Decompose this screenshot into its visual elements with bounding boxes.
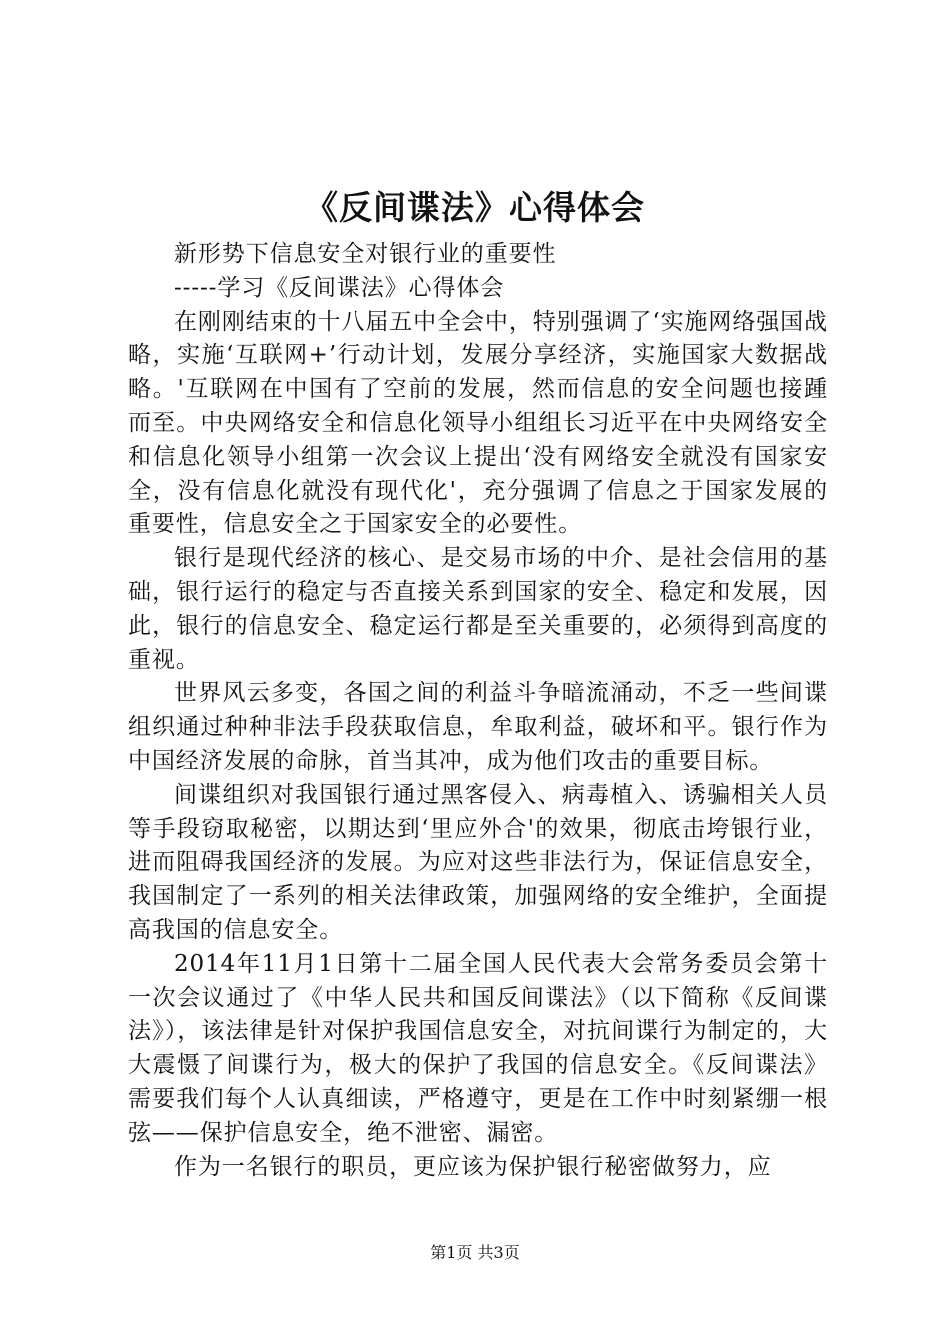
paragraph-5: 2014年11月1日第十二届全国人民代表大会常务委员会第十一次会议通过了《中华人民共和国反间谍法》（以下简称《反间谍法》），该法律是针对保护我国信息安全，对抗间谍行为制定的，大大震慑了间谍行为，极大的保护了我国的信息安全。《反间谍法》需要我们每个人认真细读，严格遵守，更是在工作中时刻紧绷一根弦——保护信息安全，绝不泄密、漏密。 <box>128 950 828 1146</box>
paragraph-3: 世界风云多变，各国之间的利益斗争暗流涌动，不乏一些间谍组织通过种种非法手段获取信息，牟取利益，破坏和平。银行作为中国经济发展的命脉，首当其冲，成为他们攻击的重要目标。 <box>128 680 828 774</box>
subtitle-line-1: 新形势下信息安全对银行业的重要性 <box>174 241 557 267</box>
paragraph-2: 银行是现代经济的核心、是交易市场的中介、是社会信用的基础，银行运行的稳定与否直接关系到国家的安全、稳定和发展，因此，银行的信息安全、稳定运行都是至关重要的，必须得到高度的重视。 <box>128 545 828 673</box>
paragraph-6: 作为一名银行的职员，更应该为保护银行秘密做努力，应 <box>174 1153 772 1180</box>
document-body <box>128 238 828 1184</box>
paragraph-1: 在刚刚结束的十八届五中全会中，特别强调了‘实施网络强国战略，实施‘互联网+’行动计划，发展分享经济，实施国家大数据战略。'互联网在中国有了空前的发展，然而信息的安全问题也接踵而至。中央网络安全和信息化领导小组组长习近平在中央网络安全和信息化领导小组第一次会议上提出‘没有网络安全就没有国家安全，没有信息化就没有现代化'，充分强调了信息之于国家发展的重要性，信息安全之于国家安全的必要性。 <box>128 308 828 538</box>
document-title: 《反间谍法》心得体会 <box>305 188 645 227</box>
paragraph-4: 间谍组织对我国银行通过黑客侵入、病毒植入、诱骗相关人员等手段窃取秘密，以期达到‘里应外合'的效果，彻底击垮银行业，进而阻碍我国经济的发展。为应对这些非法行为，保证信息安全，我国制定了一系列的相关法律政策，加强网络的安全维护，全面提高我国的信息安全。 <box>128 781 828 943</box>
page-number-footer: 第1页 共3页 <box>430 1243 520 1262</box>
subtitle-line-2: -----学习《反间谍法》心得体会 <box>174 274 505 301</box>
